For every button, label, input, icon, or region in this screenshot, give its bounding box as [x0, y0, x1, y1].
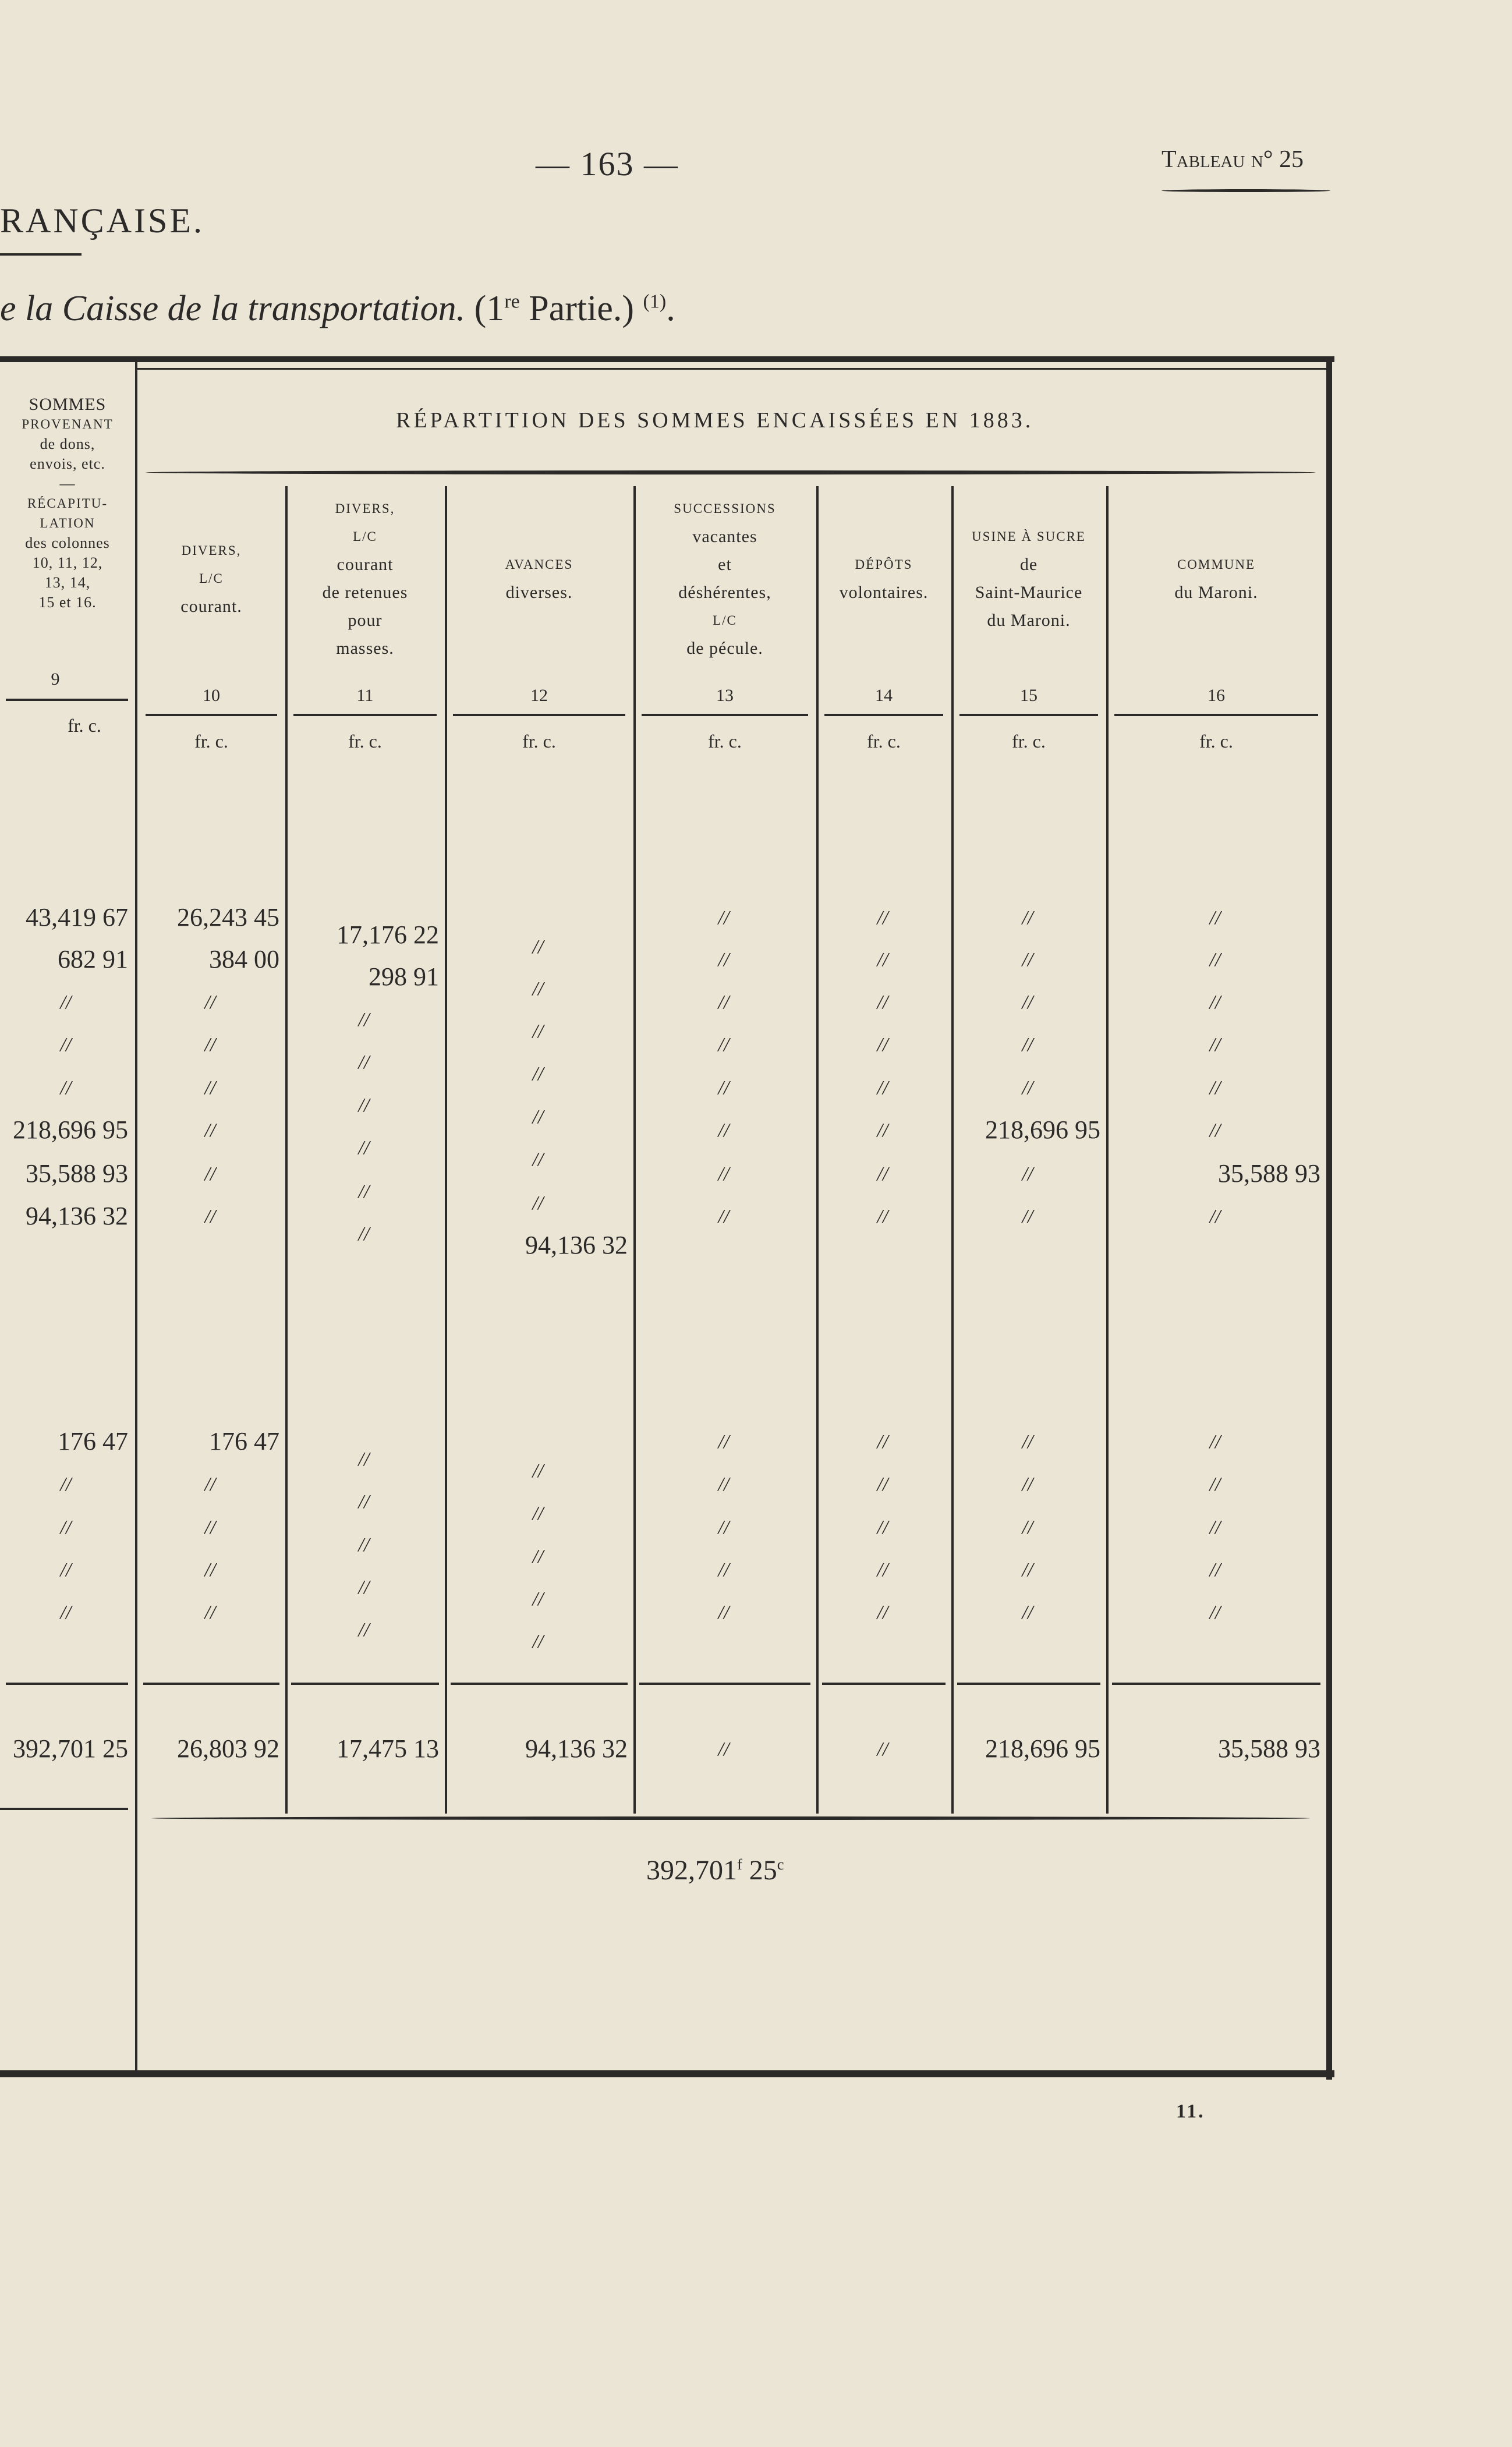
table-cell: // — [1209, 1474, 1221, 1495]
table-cell: // — [204, 1077, 216, 1099]
table-cell: // — [204, 1559, 216, 1581]
table-cell: // — [358, 1223, 370, 1245]
table-cell: // — [1022, 1077, 1033, 1099]
column-number-rule — [453, 714, 625, 716]
table-cell: 298 91 — [369, 962, 439, 991]
table-cell: // — [1209, 1517, 1221, 1538]
repartition-rule — [146, 470, 1316, 474]
table-cell: // — [532, 1063, 544, 1085]
table-cell: // — [1209, 991, 1221, 1013]
col9-line6: RÉCAPITU- — [27, 496, 108, 511]
column-header-11-line: L/C — [353, 529, 377, 544]
table-cell: // — [532, 1631, 544, 1652]
col9-line10: 13, 14, — [44, 574, 91, 591]
column-header-14 — [816, 551, 951, 607]
table-cell: // — [358, 1051, 370, 1073]
column-divider — [445, 486, 447, 1814]
column-units-11: fr. c. — [348, 731, 382, 752]
column-number-rule — [959, 714, 1098, 716]
table-cell: // — [532, 1546, 544, 1567]
left-heading: RANÇAISE. — [0, 201, 205, 240]
table-cell: 35,588 93 — [1218, 1159, 1320, 1188]
total-cell: // — [877, 1738, 888, 1760]
total-cell: 94,136 32 — [525, 1734, 628, 1763]
table-cell: // — [877, 1120, 888, 1141]
table-cell: 218,696 95 — [985, 1116, 1100, 1144]
column-header-10-line: DIVERS, — [181, 543, 242, 558]
table-cell: // — [60, 1034, 72, 1056]
grand-total-value: 392,701 — [646, 1855, 737, 1886]
table-cell: // — [877, 1431, 888, 1453]
table-cell: // — [877, 949, 888, 971]
table-cell: // — [60, 991, 72, 1013]
table-cell: // — [1022, 907, 1033, 929]
subtitle-rest: Partie.) — [519, 289, 643, 328]
table-cell: // — [204, 1120, 216, 1141]
column-header-11-line: pour — [348, 611, 383, 630]
table-cell: // — [1209, 1602, 1221, 1623]
total-cell: 17,475 13 — [337, 1734, 439, 1763]
table-cell: // — [358, 1577, 370, 1598]
table-cell: // — [60, 1559, 72, 1581]
column-header-13-line: vacantes — [692, 527, 757, 546]
grand-total-f: f — [737, 1855, 742, 1873]
table-cell: // — [1209, 1431, 1221, 1453]
table-cell: // — [877, 1206, 888, 1227]
table-cell: // — [1209, 1206, 1221, 1227]
subtotal-rule — [639, 1683, 810, 1685]
page-number: — 163 — — [536, 145, 679, 183]
column-units-14: fr. c. — [867, 731, 901, 752]
column-number-16: 16 — [1208, 686, 1225, 705]
table-cell: // — [1022, 1034, 1033, 1056]
grand-total-rule — [151, 1816, 1310, 1820]
column-number-rule — [293, 714, 437, 716]
table-cell: // — [1022, 1474, 1033, 1495]
subtitle-part: (1 — [474, 289, 505, 328]
table-cell: // — [718, 1602, 730, 1623]
table-cell: // — [877, 1034, 888, 1056]
column-number-rule — [1114, 714, 1318, 716]
table-cell: // — [532, 1106, 544, 1128]
column-header-15-line: USINE À SUCRE — [972, 529, 1086, 544]
column-divider — [816, 486, 819, 1814]
column-header-16-line: COMMUNE — [1177, 557, 1256, 572]
col9-line5: — — [59, 475, 76, 492]
column-header-11-line: courant — [337, 555, 394, 574]
table-cell: 43,419 67 — [26, 903, 128, 932]
table-cell: // — [358, 1491, 370, 1513]
subtitle-end: . — [666, 289, 675, 328]
col9-units: fr. c. — [68, 715, 101, 736]
table-cell: // — [1022, 991, 1033, 1013]
table-cell: // — [1209, 1120, 1221, 1141]
table-cell: // — [60, 1602, 72, 1623]
column-header-11-line: masses. — [336, 639, 394, 658]
column-header-11-line: DIVERS, — [335, 501, 395, 516]
col9-line3: de dons, — [40, 435, 95, 452]
column-header-16-line: du Maroni. — [1174, 583, 1258, 602]
table-cell: // — [532, 936, 544, 958]
subtotal-rule — [957, 1683, 1100, 1685]
table-cell: // — [358, 1009, 370, 1030]
signature-mark: 11. — [1176, 2101, 1205, 2122]
table-cell: // — [718, 1517, 730, 1538]
column-units-13: fr. c. — [708, 731, 742, 752]
column-header-15-line: du Maroni. — [987, 611, 1071, 630]
table-cell: 218,696 95 — [13, 1116, 128, 1144]
table-frame-inner-top — [137, 368, 1326, 370]
table-cell: // — [718, 991, 730, 1013]
table-cell: // — [532, 1021, 544, 1042]
table-cell: // — [1022, 1559, 1033, 1581]
table-cell: 35,588 93 — [26, 1159, 128, 1188]
table-frame-top — [0, 356, 1334, 362]
table-cell: // — [718, 1120, 730, 1141]
table-cell: 176 47 — [58, 1427, 128, 1456]
table-cell: // — [1209, 1559, 1221, 1581]
table-cell: // — [718, 907, 730, 929]
table-cell: // — [877, 1517, 888, 1538]
column-header-12 — [445, 551, 633, 607]
table-cell: // — [718, 1034, 730, 1056]
col9-line8: des colonnes — [25, 534, 110, 551]
left-heading-rule — [0, 253, 82, 256]
column-units-15: fr. c. — [1012, 731, 1046, 752]
subtotal-rule — [451, 1683, 628, 1685]
column-header-16 — [1106, 551, 1326, 607]
subtitle-sup: re — [504, 291, 520, 313]
table-cell: // — [877, 1163, 888, 1185]
column-units-16: fr. c. — [1199, 731, 1233, 752]
table-cell: // — [358, 1137, 370, 1159]
table-cell: // — [532, 978, 544, 1000]
table-cell: // — [1209, 949, 1221, 971]
table-cell: // — [532, 1588, 544, 1610]
table-cell: // — [718, 1206, 730, 1227]
column-header-10 — [137, 537, 285, 621]
col9-number: 9 — [51, 670, 60, 689]
col9-header — [0, 395, 135, 612]
subtotal-rule — [291, 1683, 439, 1685]
column-number-13: 13 — [716, 686, 734, 705]
table-cell: // — [1209, 1034, 1221, 1056]
col9-line11: 15 et 16. — [38, 594, 97, 611]
subtitle — [0, 288, 675, 330]
total-cell: 392,701 25 — [13, 1734, 128, 1763]
table-cell: 94,136 32 — [525, 1231, 628, 1259]
table-cell: // — [1022, 1517, 1033, 1538]
table-cell: // — [60, 1077, 72, 1099]
col9-total-rule — [0, 1808, 128, 1810]
subtitle-italic: e la Caisse de la transportation. — [0, 289, 466, 328]
grand-total — [646, 1854, 784, 1886]
total-cell: 35,588 93 — [1218, 1734, 1320, 1763]
column-header-12-line: diverses. — [505, 583, 573, 602]
column-header-11-line: de retenues — [322, 583, 408, 602]
table-cell: // — [1022, 1602, 1033, 1623]
total-cell: 218,696 95 — [985, 1734, 1100, 1763]
column-header-13-line: déshérentes, — [678, 583, 771, 602]
table-cell: // — [1209, 907, 1221, 929]
table-cell: // — [358, 1095, 370, 1116]
column-header-13-line: de pécule. — [686, 639, 763, 658]
repartition-title: RÉPARTITION DES SOMMES ENCAISSÉES EN 1883. — [396, 408, 1034, 433]
table-cell: // — [358, 1181, 370, 1202]
table-cell: // — [1022, 1206, 1033, 1227]
column-header-15-line: Saint-Maurice — [975, 583, 1083, 602]
col9-line1: SOMMES — [29, 395, 107, 414]
column-header-15 — [951, 523, 1106, 635]
table-cell: // — [718, 1077, 730, 1099]
table-cell: // — [1209, 1077, 1221, 1099]
column-divider — [285, 486, 288, 1814]
table-cell: // — [204, 991, 216, 1013]
table-cell: // — [877, 1077, 888, 1099]
table-cell: // — [204, 1517, 216, 1538]
table-cell: // — [532, 1192, 544, 1214]
total-cell: 26,803 92 — [177, 1734, 279, 1763]
table-cell: 26,243 45 — [177, 903, 279, 932]
table-cell: // — [877, 991, 888, 1013]
table-cell: // — [718, 1163, 730, 1185]
column-header-10-line: L/C — [199, 571, 224, 586]
table-cell: // — [60, 1474, 72, 1495]
column-header-13 — [633, 495, 816, 663]
column-units-10: fr. c. — [194, 731, 228, 752]
grand-total-c: c — [777, 1855, 784, 1873]
col9-line2: PROVENANT — [22, 417, 114, 431]
column-header-15-line: de — [1019, 555, 1038, 574]
table-cell: // — [718, 1559, 730, 1581]
table-cell: // — [877, 1602, 888, 1623]
table-frame-bottom — [0, 2070, 1334, 2077]
table-cell: 94,136 32 — [26, 1202, 128, 1230]
table-cell: // — [204, 1206, 216, 1227]
column-divider — [951, 486, 954, 1814]
column-header-12-line: AVANCES — [505, 557, 573, 572]
subtotal-rule — [1112, 1683, 1320, 1685]
column-number-rule — [146, 714, 277, 716]
table-cell: // — [358, 1534, 370, 1556]
column-number-15: 15 — [1020, 686, 1037, 705]
grand-total-cents: 25 — [742, 1855, 777, 1886]
table-cell: // — [718, 1431, 730, 1453]
table-cell: // — [1022, 1163, 1033, 1185]
column-header-10-line: courant. — [180, 597, 242, 616]
table-cell: // — [204, 1474, 216, 1495]
column-header-14-line: volontaires. — [839, 583, 929, 602]
col9-line4: envois, etc. — [30, 455, 105, 472]
subtotal-rule — [143, 1683, 279, 1685]
col9-number-rule — [6, 699, 128, 701]
table-cell: // — [532, 1503, 544, 1524]
table-cell: // — [358, 1619, 370, 1641]
column-header-13-line: L/C — [713, 613, 737, 628]
col9-line7: LATION — [40, 516, 95, 530]
table-cell: // — [1022, 949, 1033, 971]
table-cell: // — [1022, 1431, 1033, 1453]
tableau-label: Tableau n° 25 — [1162, 146, 1304, 173]
table-cell: 384 00 — [209, 945, 279, 973]
table-cell: // — [204, 1034, 216, 1056]
column-units-12: fr. c. — [522, 731, 556, 752]
column-header-13-line: SUCCESSIONS — [674, 501, 776, 516]
column-header-13-line: et — [718, 555, 732, 574]
tableau-rule — [1162, 189, 1330, 192]
table-cell: 17,176 22 — [337, 920, 439, 949]
column-number-10: 10 — [203, 686, 220, 705]
col9-line9: 10, 11, 12, — [32, 554, 103, 571]
column-number-12: 12 — [530, 686, 548, 705]
table-cell: // — [204, 1602, 216, 1623]
column-divider — [1106, 486, 1109, 1814]
table-cell: // — [204, 1163, 216, 1185]
column-divider — [633, 486, 636, 1814]
table-cell: // — [877, 907, 888, 929]
column-header-14-line: DÉPÔTS — [855, 557, 913, 572]
total-cell: // — [718, 1738, 730, 1760]
table-cell: 176 47 — [209, 1427, 279, 1456]
column-number-14: 14 — [875, 686, 893, 705]
table-cell: // — [718, 1474, 730, 1495]
column-header-11 — [285, 495, 445, 663]
column-number-rule — [824, 714, 943, 716]
table-cell: // — [532, 1460, 544, 1482]
table-cell: 682 91 — [58, 945, 128, 973]
subtotal-rule — [6, 1683, 128, 1685]
table-cell: // — [718, 949, 730, 971]
column-number-11: 11 — [356, 686, 374, 705]
table-frame-right — [1326, 356, 1332, 2080]
subtitle-note: (1) — [643, 291, 667, 313]
table-cell: // — [532, 1149, 544, 1170]
column-number-rule — [642, 714, 808, 716]
table-cell: // — [877, 1559, 888, 1581]
table-cell: // — [877, 1474, 888, 1495]
table-cell: // — [358, 1449, 370, 1470]
table-cell: // — [60, 1517, 72, 1538]
subtotal-rule — [822, 1683, 946, 1685]
